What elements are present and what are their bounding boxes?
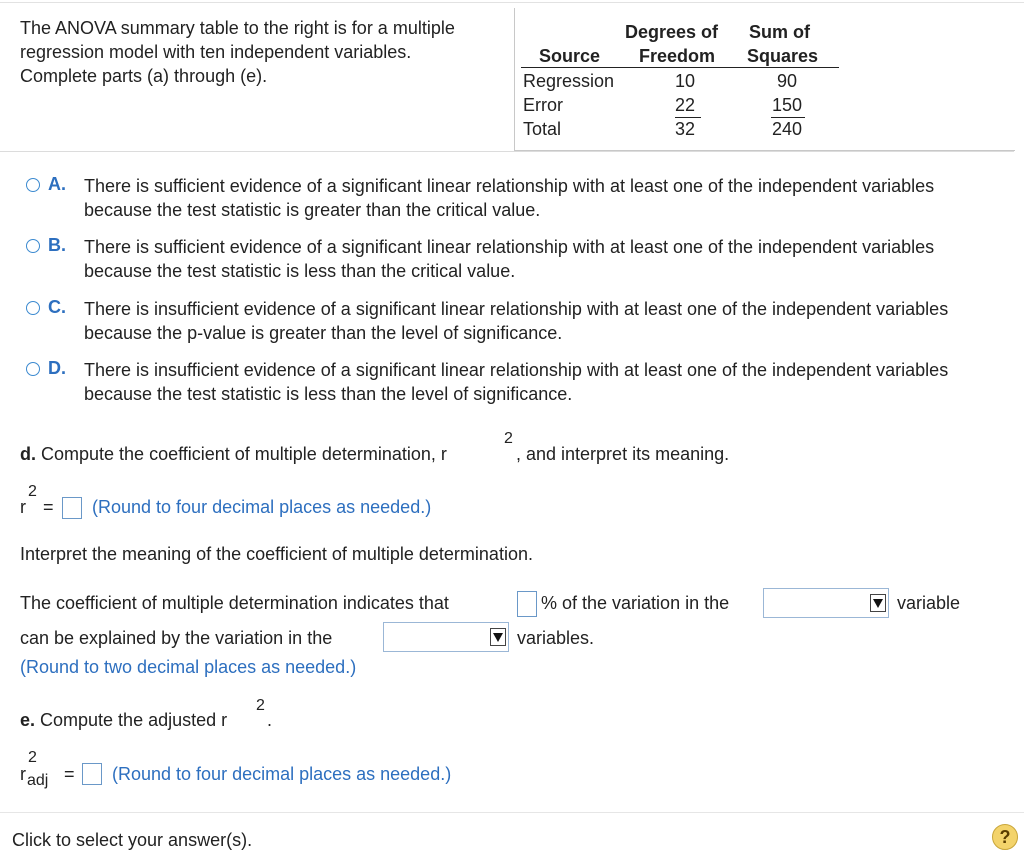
independent-variables-dropdown[interactable] <box>383 622 509 652</box>
choice-b[interactable] <box>20 235 1010 285</box>
part-d-prompt-text: Compute the coefficient of multiple determination, r <box>36 444 447 464</box>
choice-b-text: There is sufficient evidence of a significant linear relationship with at least one of the independent variables because the test statistic is less than the critical value. <box>84 237 935 281</box>
percent-round-hint: (Round to two decimal places as needed.) <box>20 657 357 677</box>
r2-symbol: r <box>20 497 26 517</box>
section-divider <box>0 151 1014 152</box>
choice-a-label: A. <box>48 174 66 194</box>
r2-input[interactable] <box>62 497 82 519</box>
header-df-line1: Degrees of <box>625 22 719 42</box>
percent-input[interactable] <box>517 591 537 617</box>
anova-table <box>514 8 1015 151</box>
row-ss: 240 <box>771 119 803 139</box>
choice-d-label: D. <box>48 358 66 378</box>
choice-a-text: There is sufficient evidence of a significant linear relationship with at least one of the independent variables because the test statistic is greater than the critical value. <box>84 176 935 220</box>
interpret-sentence-3: variable <box>897 593 961 613</box>
header-ss-line2: Squares <box>747 46 819 66</box>
header-source: Source <box>539 46 601 66</box>
part-e-label: e. <box>20 710 36 730</box>
dependent-variable-dropdown[interactable] <box>763 588 889 618</box>
help-button[interactable]: ? <box>992 824 1018 850</box>
footer-divider <box>0 812 1024 813</box>
interpret-sentence-1: The coefficient of multiple determination indicates that <box>20 593 449 613</box>
part-d-prompt-end: , and interpret its meaning. <box>516 444 730 464</box>
row-source: Total <box>523 119 562 139</box>
radj-round-hint: (Round to four decimal places as needed.) <box>112 764 452 784</box>
row-source: Error <box>523 95 563 115</box>
choice-d-text: There is insufficient evidence of a significant linear relationship with at least one of the independent variables because the test statistic is less than the level of significance. <box>84 360 949 404</box>
interpret-heading: Interpret the meaning of the coefficient of multiple determination. <box>20 544 533 564</box>
radio-d[interactable] <box>26 362 40 376</box>
choice-b-label: B. <box>48 235 66 255</box>
dropdown-arrow-icon[interactable] <box>490 628 506 646</box>
part-e-prompt-text: Compute the adjusted r <box>35 710 228 730</box>
top-divider <box>0 2 1024 3</box>
radj-sub: adj <box>27 772 49 789</box>
dropdown-arrow-icon[interactable] <box>870 594 886 612</box>
header-df-line2: Freedom <box>639 46 716 66</box>
header-ss-line1: Sum of <box>749 22 810 42</box>
row-df: 10 <box>674 71 696 91</box>
r2-round-hint: (Round to four decimal places as needed.) <box>92 497 432 517</box>
choice-a[interactable] <box>20 174 1010 224</box>
row-df: 22 <box>674 95 696 115</box>
r2-exp: 2 <box>28 483 37 500</box>
part-d-label: d. <box>20 444 36 464</box>
interpret-sentence-5: variables. <box>517 628 595 648</box>
row-df: 32 <box>674 119 696 139</box>
radio-a[interactable] <box>26 178 40 192</box>
interpret-sentence-2: % of the variation in the <box>541 593 730 613</box>
radj-input[interactable] <box>82 763 102 785</box>
r2-equals: = <box>43 497 54 517</box>
part-e-prompt <box>20 708 227 732</box>
radj-exp: 2 <box>28 749 37 766</box>
footer-instruction: Click to select your answer(s). <box>12 830 253 850</box>
part-d-prompt <box>20 442 447 466</box>
choice-c-text: There is insufficient evidence of a significant linear relationship with at least one of the independent variables because the p-value is greater than the level of significance. <box>84 299 949 343</box>
choice-c-label: C. <box>48 297 66 317</box>
interpret-sentence-4: can be explained by the variation in the <box>20 628 333 648</box>
radio-b[interactable] <box>26 239 40 253</box>
radj-equals: = <box>64 764 75 784</box>
radio-c[interactable] <box>26 301 40 315</box>
part-d-exp: 2 <box>504 430 513 447</box>
part-e-exp: 2 <box>256 697 265 714</box>
radj-symbol: r <box>20 764 26 784</box>
question-intro: The ANOVA summary table to the right is for a multiple regression model with ten independent variables. Complete parts (a) through (e). <box>20 18 455 86</box>
row-ss: 150 <box>771 95 803 115</box>
part-e-prompt-end: . <box>267 710 273 730</box>
choice-d[interactable] <box>20 358 1010 408</box>
choice-c[interactable] <box>20 297 1010 347</box>
row-ss: 90 <box>776 71 798 91</box>
row-source: Regression <box>523 71 615 91</box>
